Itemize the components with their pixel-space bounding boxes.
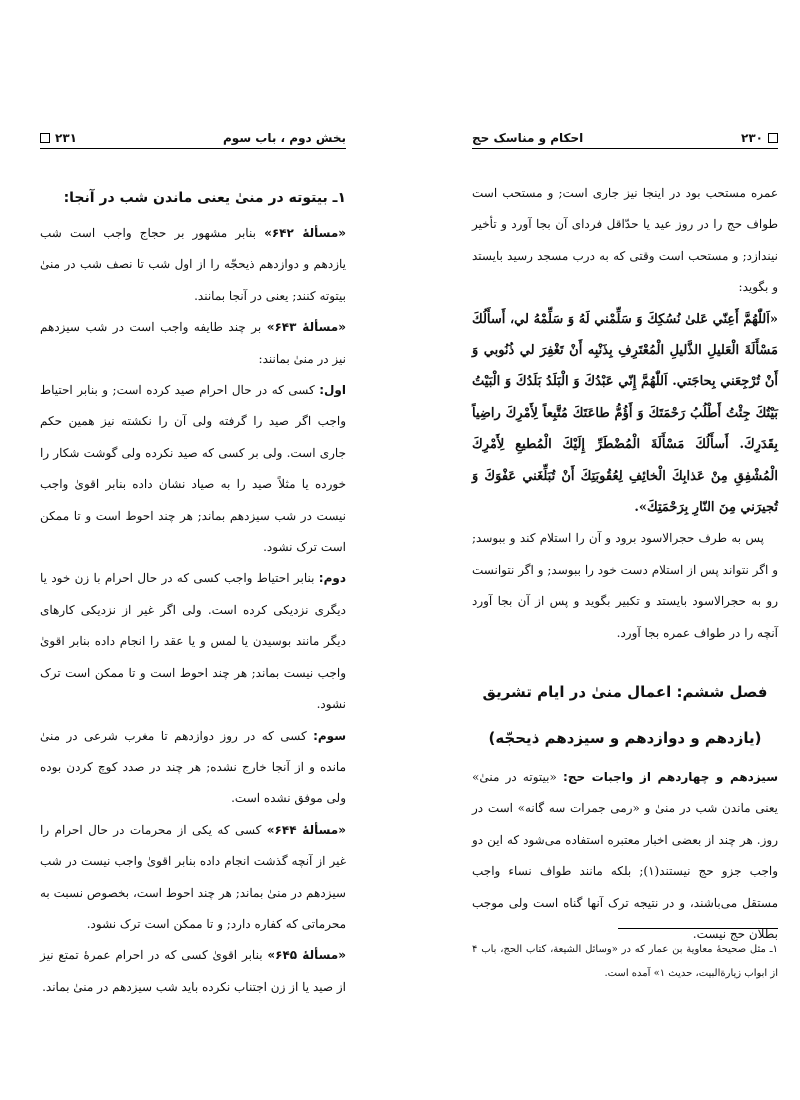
right-page-header [472, 121, 778, 149]
item-label: اول: [319, 383, 346, 398]
paragraph-hajar: پس به طرف حجرالاسود برود و آن را استلام کند و ببوسد; و اگر نتواند پس از استلام دست خود را ببوسد; و اگر نتوانست رو به حجرالاسود بایستد و تکبیر بگوید و پس از آن بجا آورد آنچه را در طواف عمره بجا آورد. [472, 531, 778, 640]
right-header-title: احکام و مناسک حج [472, 131, 584, 145]
left-page-header [40, 121, 346, 149]
left-page-number: ۲۳۱ [40, 131, 77, 145]
issue-label: «مسألهٔ ۶۴۳» [266, 320, 346, 335]
paragraph-text: کسی که در حال احرام صید کرده است; و بنابر احتیاط واجب اگر صید را گرفته ولی آن را نکشته نیز همین حکم جاری است. ولی بر کسی که صید نکرده ولی گوشت شکار را خورده یا مثلاً صید را به صیاد نشان داده بنابر اقویٰ واجب نیست در شب سیزدهم بماند; هر چند احوط است و تا ممکن است ترک نشود. [40, 383, 346, 555]
issue-label: «مسألهٔ ۶۴۴» [266, 822, 346, 837]
page-marker-icon [768, 133, 778, 143]
left-header-title: بخش دوم ، باب سوم [223, 131, 346, 145]
chapter-title: فصل ششم: اعمال منیٰ در ایام تشریق [482, 683, 768, 702]
paragraph-643 [40, 312, 346, 375]
paragraph-text: بر چند طایفه واجب است در شب سیزدهم نیز در منیٰ بمانند: [40, 320, 346, 366]
paragraph-text: بنابر اقویٰ کسی که در احرام عمرهٔ تمتع نیز از صید یا از زن اجتناب نکرده باید شب سیزدهم در منیٰ بماند. [40, 948, 346, 994]
left-page-content [40, 178, 346, 1003]
paragraph-text: بنابر مشهور بر حجاج واجب است شب یازدهم و دوازدهم ذیحجّه را از اول شب تا نصف شب در منیٰ بیتوته کنند; یعنی در آنجا بمانند. [40, 226, 346, 303]
right-page-number: ۲۳۰ [741, 131, 778, 145]
paragraph-645 [40, 940, 346, 1003]
paragraph-642 [40, 218, 346, 312]
footnote: ۱ـ مثل صحیحهٔ معاویة بن عمار که در «وسائل الشیعة، کتاب الحج، باب ۴ از ابواب زیارة‌البیت، حدیث ۱» آمده است. [472, 944, 778, 979]
dua-text: «اَللّٰهُمَّ أَعِنّي عَلیٰ نُسُكِكَ وَ سَلِّمْني لَهُ وَ سَلِّمْهُ لي، أَسأَلُكَ مَسْأَلَةَ الْعَليلِ الذَّليلِ الْمُعْتَرِفِ بِذَنْبِه أَنْ تَغْفِرَ لي ذُنُوبي وَ أَنْ تُرْجِعَني بِحاجَتي. اَللّٰهُمَّ إِنّي عَبْدُكَ وَ الْبَلَدُ بَلَدُكَ وَ الْبَيْتُ بَيْتُكَ جِئْتُ أَطْلُبُ رَحْمَتَكَ وَ أَؤُمُّ طاعَتَكَ مُتَّبِعاً لِأَمْرِكَ راضِياً بِقَدَرِكَ. أَسأَلُكَ مَسْأَلَةَ الْمُضْطَرِّ إِلَيْكَ الْمُطيعِ لِأَمْرِكَ الْمُشْفِقِ مِنْ عَذابِكَ الْخائِفِ لِعُقُوبَتِكَ أَنْ تُبَلِّغَني عَفْوَكَ وَ تُجيرَني مِنَ النّارِ بِرَحْمَتِكَ». [472, 311, 778, 516]
paragraph-third [40, 721, 346, 815]
paragraph-intro: عمره مستحب بود در اینجا نیز جاری است; و مستحب است طواف حج را در روز عید یا حدّاقل فردای آن بجا آورد و تأخیر نیندازد; و مستحب است وقتی که به درب مسجد رسید بایستد و بگوید: [472, 186, 778, 295]
page-marker-icon [40, 133, 50, 143]
paragraph-second [40, 563, 346, 720]
right-page-content [472, 178, 778, 950]
section-title: ۱ـ بیتوته در منیٰ یعنی ماندن شب در آنجا: [63, 190, 346, 206]
right-page [472, 0, 778, 1100]
issue-label: «مسألهٔ ۶۴۲» [264, 226, 346, 240]
left-page [40, 0, 346, 1100]
item-label: دوم: [318, 571, 346, 586]
paragraph-644 [40, 815, 346, 941]
chapter-subtitle: (یازدهم و دوازدهم و سیزدهم ذیحجّه) [488, 728, 762, 747]
issue-label: «مسألهٔ ۶۴۵» [267, 948, 346, 963]
paragraph-first [40, 375, 346, 563]
paragraph-text: کسی که یکی از محرمات در حال احرام را غیر از آنچه گذشت انجام داده بنابر اقویٰ واجب نیست در شب سیزدهم در منیٰ بماند; هر چند احوط است، بخصوص نسبت به محرماتی که کفاره دارد; و تا ممکن است ترک نشود. [40, 822, 346, 931]
paragraph-text: «بیتوته در منیٰ» یعنی ماندن شب در منیٰ و «رمی جمرات سه گانه» است در روز. هر چند از بعضی اخبار معتبره استفاده می‌شود که این دو واجب جزو حج نیستند(۱); بلکه مانند طواف نساء واجب مستقل می‌باشند، و در نتیجه ترک آنها گناه است ولی موجب بطلان حج نیست. [472, 769, 778, 941]
footnote-divider [618, 928, 778, 929]
item-label: سوم: [313, 728, 346, 743]
paragraph-text: کسی که در روز دوازدهم تا مغرب شرعی در منیٰ مانده و از آنجا خارج نشده; هر چند در صدد کوچ کردن بوده ولی موفق نشده است. [40, 728, 346, 806]
paragraph-text: بنابر احتیاط واجب کسی که در حال احرام با زن خود یا دیگری نزدیکی کرده است. ولی اگر غیر از نزدیکی کارهای دیگر مانند بوسیدن یا لمس و یا عقد را انجام داده بنابر اقویٰ واجب نیست بماند; هر چند احوط است و تا ممکن است ترک نشود. [40, 571, 346, 712]
paragraph-label: سیزدهم و چهاردهم از واجبات حج: [563, 769, 778, 784]
paragraph-obligations [472, 762, 778, 950]
